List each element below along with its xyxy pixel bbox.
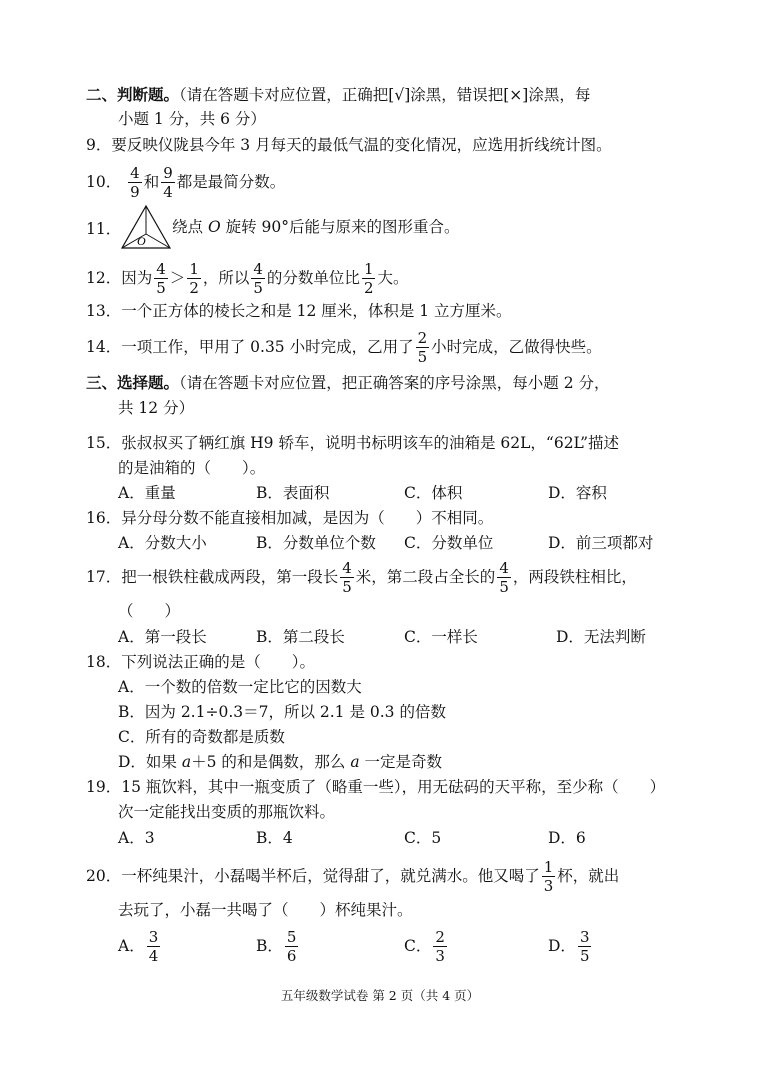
- question-number: 19．: [86, 778, 122, 796]
- option-a: A． $\frac{3}{4}$: [118, 928, 159, 965]
- option-c: C．5: [404, 829, 442, 847]
- question-text: 要反映仪陇县今年 3 月每天的最低气温的变化情况，应选用折线统计图。: [111, 136, 612, 154]
- option-c: C． $\frac{2}{3}$: [404, 928, 445, 965]
- fraction: $\frac{4}{5}$: [342, 559, 352, 596]
- question-15: 15．张叔叔买了辆红旗 H9 轿车，说明书标明该车的油箱是 62L，“62L”描述: [86, 434, 620, 452]
- question-number: 13．: [86, 302, 122, 320]
- section-3-instructions-cont: 共 12 分）: [118, 399, 195, 417]
- section-3-instructions: （请在答题卡对应位置，把正确答案的序号涂黑，每小题 2 分，: [179, 374, 610, 392]
- question-11-number: 11．: [86, 220, 122, 238]
- question-number: 18．: [86, 653, 122, 671]
- option-b: B．4: [256, 829, 293, 847]
- question-number: 16．: [86, 509, 122, 527]
- question-19: 19．15 瓶饮料，其中一瓶变质了（略重一些），用无砝码的天平称，至少称（ ）: [86, 778, 666, 796]
- question-11-text: 绕点 O 旋转 90°后能与原来的图形重合。: [172, 218, 460, 236]
- question-number: 9．: [86, 136, 112, 154]
- option-b: B．第二段长: [256, 628, 345, 646]
- section-3-header: [86, 372, 609, 394]
- page-footer: 五年级数学试卷 第 2 页（共 4 页）: [280, 988, 480, 1003]
- question-number: 20．: [86, 867, 122, 885]
- question-14: 14．一项工作，甲用了 0.35 小时完成，乙用了 $\frac{2}{5}$ 小时完成，乙做得快些。: [86, 329, 602, 366]
- triangle-figure: [120, 204, 172, 250]
- question-number: 15．: [86, 434, 122, 452]
- question-17-line-2: （ ）: [118, 602, 181, 620]
- option-c: C．所有的奇数都是质数: [118, 728, 285, 746]
- question-number: 17．: [86, 568, 122, 586]
- fraction: $\frac{4}{5}$: [156, 260, 166, 297]
- section-2-instructions: （请在答题卡对应位置，正确把[√]涂黑，错误把[×]涂黑，每: [179, 86, 591, 104]
- option-a: A．第一段长: [118, 628, 207, 646]
- option-b: B． $\frac{5}{6}$: [256, 928, 297, 965]
- option-a: A．3: [118, 829, 155, 847]
- question-20-line-2: 去玩了，小磊一共喝了（ ）杯纯果汁。: [118, 901, 413, 919]
- question-number: 14．: [86, 338, 122, 356]
- fraction: $\frac{5}{6}$: [286, 928, 297, 965]
- option-d: D．如果 a＋5 的和是偶数，那么 a 一定是奇数: [118, 753, 443, 771]
- fraction: $\frac{1}{2}$: [189, 260, 199, 297]
- fraction: $\frac{9}{4}$: [163, 164, 173, 201]
- point-o-label: O: [137, 234, 146, 248]
- option-b: B．表面积: [256, 484, 330, 502]
- question-10: 10． $\frac{4}{9}$ 和 $\frac{9}{4}$ 都是最简分数。: [86, 164, 286, 201]
- option-d: D．无法判断: [556, 628, 646, 646]
- question-number: 12．: [86, 269, 122, 287]
- fraction: $\frac{2}{5}$: [417, 329, 428, 366]
- section-2-header: [86, 84, 590, 106]
- option-a: A．分数大小: [118, 534, 207, 552]
- fraction: $\frac{1}{3}$: [543, 858, 554, 895]
- fraction: $\frac{1}{2}$: [363, 260, 374, 297]
- question-number: 10．: [86, 173, 122, 191]
- section-2-title: 二、判断题。: [86, 85, 180, 104]
- question-17: 17．把一根铁柱截成两段，第一段长 $\frac{4}{5}$ 米，第二段占全长的 $\frac{4}{5}$ ，两段铁柱相比，: [86, 559, 637, 596]
- option-a: A．重量: [118, 484, 176, 502]
- option-c: C．一样长: [404, 628, 478, 646]
- option-c: C．分数单位: [404, 534, 494, 552]
- option-b: B．因为 2.1÷0.3＝7，所以 2.1 是 0.3 的倍数: [118, 703, 446, 721]
- question-18: 18．下列说法正确的是（ ）。: [86, 653, 315, 671]
- option-d: D．6: [548, 829, 586, 847]
- question-19-line-2: 次一定能找出变质的那瓶饮料。: [118, 803, 336, 821]
- option-d: D． $\frac{3}{5}$: [548, 928, 590, 965]
- section-3-title: 三、选择题。: [86, 373, 180, 392]
- section-2-instructions-cont: 小题 1 分，共 6 分）: [118, 110, 266, 128]
- option-a: A．一个数的倍数一定比它的因数大: [118, 678, 362, 696]
- fraction: $\frac{4}{9}$: [130, 164, 140, 201]
- fraction: $\frac{2}{3}$: [435, 928, 445, 965]
- option-c: C．体积: [404, 484, 463, 502]
- question-20: 20．一杯纯果汁，小磊喝半杯后，觉得甜了，就兑满水。他又喝了 $\frac{1}{3}$ 杯，就出: [86, 858, 620, 895]
- question-12: 12．因为 $\frac{4}{5}$ ＞ $\frac{1}{2}$ ，所以 $\frac{4}{5}$ 的分数单位比 $\frac{1}{2}$ 大。: [86, 260, 409, 297]
- question-9: [86, 134, 612, 156]
- option-d: D．容积: [548, 484, 607, 502]
- option-b: B．分数单位个数: [256, 534, 376, 552]
- option-d: D．前三项都对: [548, 534, 654, 552]
- fraction: $\frac{3}{4}$: [148, 928, 159, 965]
- fraction: $\frac{3}{5}$: [579, 928, 590, 965]
- fraction: $\frac{4}{5}$: [253, 260, 263, 297]
- question-15-line-2: 的是油箱的（ ）。: [118, 459, 266, 477]
- question-16: 16．异分母分数不能直接相加减，是因为（ ）不相同。: [86, 509, 494, 527]
- question-13: 13．一个正方体的棱长之和是 12 厘米，体积是 1 立方厘米。: [86, 302, 512, 320]
- fraction: $\frac{4}{5}$: [499, 559, 509, 596]
